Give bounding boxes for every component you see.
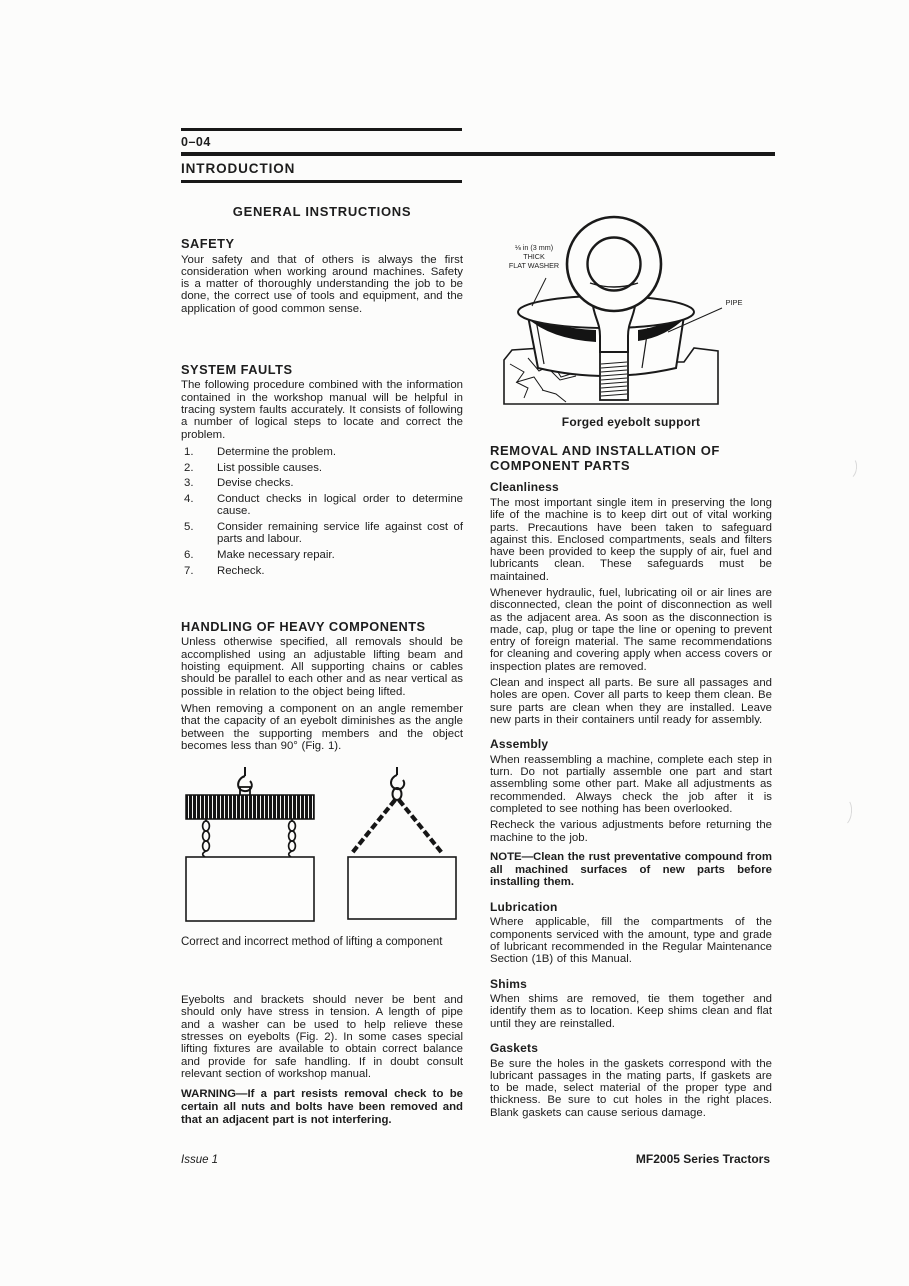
pipe-label: PIPE bbox=[725, 298, 743, 307]
eyebolt-figure-caption: Forged eyebolt support bbox=[561, 415, 701, 429]
general-instructions-heading: GENERAL INSTRUCTIONS bbox=[232, 204, 412, 219]
step-item: Conduct checks in logical order to determine cause. bbox=[217, 493, 463, 518]
warning-paragraph: WARNING—If a part resists removal check to be certain all nuts and bolts have been removed and that an adjacent part is not interfering. bbox=[181, 1088, 463, 1126]
safety-heading: SAFETY bbox=[181, 236, 235, 251]
safety-paragraph: Your safety and that of others is always the first consideration when working around machines. Safety is a matter of thoroughly understanding the job to be done, the correct use of tools and equipment, and the application of good common sense. bbox=[181, 253, 463, 315]
lubrication-heading: Lubrication bbox=[490, 899, 558, 914]
lubrication-paragraph: Where applicable, fill the compartments of the components serviced with the amount, type and grade of lubricant recommended in the Regular Maintenance Section (1B) of this Manual. bbox=[490, 916, 772, 966]
assembly-paragraph-1: When reassembling a machine, complete each step in turn. Do not partially assemble one part and start assembling some other part. Make all adjustments as recommended. Always check the job after it is completed to see nothing has been overlooked. bbox=[490, 753, 772, 815]
lifting-methods-diagram bbox=[181, 767, 463, 927]
lifting-beam bbox=[186, 795, 314, 819]
left-column bbox=[181, 198, 463, 1126]
right-column bbox=[490, 212, 772, 1119]
footer-issue: Issue 1 bbox=[181, 1154, 219, 1166]
page-number: 0–04 bbox=[181, 135, 211, 149]
washer-label-line2: THICK bbox=[523, 252, 545, 261]
footer-model: MF2005 Series Tractors bbox=[635, 1152, 770, 1166]
cleanliness-paragraph-1: The most important single item in preserving the long life of the machine is to keep dirt out of vital working parts. Precautions have been taken to safeguard against this. Enclosed compartments, seals and filters have been provided to keep the supply of air, fuel and lubricants clean. These safeguards must be maintained. bbox=[490, 496, 772, 583]
section-title: INTRODUCTION bbox=[181, 160, 296, 176]
component-box-incorrect bbox=[348, 857, 456, 919]
step-item: Recheck. bbox=[217, 564, 265, 577]
system-faults-intro: The following procedure combined with the information contained in the workshop manual will be helpful in tracing system faults accurately. It consists of following a number of logical steps to locate and correct the problem. bbox=[181, 379, 463, 441]
handling-paragraph-1: Unless otherwise specified, all removals should be accomplished using an adjustable lifting beam and hoisting equipment. All supporting chains or cables should be parallel to each other and as near vertical as possible in relation to the object being lifted. bbox=[181, 636, 463, 698]
eyebolt-ring-inner bbox=[588, 238, 641, 291]
shims-heading: Shims bbox=[490, 976, 528, 991]
cleanliness-heading: Cleanliness bbox=[490, 480, 559, 495]
step-item: Consider remaining service life against cost of parts and labour. bbox=[217, 521, 463, 546]
rule-full-width bbox=[181, 152, 775, 156]
page-header bbox=[181, 128, 775, 183]
assembly-paragraph-2: Recheck the various adjustments before returning the machine to the job. bbox=[490, 819, 772, 844]
component-box-correct bbox=[186, 857, 314, 921]
handling-paragraph-2: When removing a component on an angle remember that the capacity of an eyebolt diminishes as the angle between the supporting members and the object becomes less than 90° (Fig. 1). bbox=[181, 702, 463, 752]
scan-artifact bbox=[842, 456, 859, 480]
handling-heading: HANDLING OF HEAVY COMPONENTS bbox=[181, 618, 426, 634]
lifting-figure-caption: Correct and incorrect method of lifting a component bbox=[181, 936, 443, 949]
step-item: List possible causes. bbox=[217, 461, 323, 474]
washer-label-line3: FLAT WASHER bbox=[508, 261, 560, 270]
system-faults-steps bbox=[181, 446, 463, 577]
rule-top bbox=[181, 128, 462, 131]
eyebolt-support-diagram bbox=[490, 212, 772, 410]
scan-artifact bbox=[835, 797, 854, 827]
gaskets-heading: Gaskets bbox=[490, 1041, 539, 1056]
chain-left-icon bbox=[203, 819, 210, 857]
rule-under-title bbox=[181, 180, 462, 183]
system-faults-heading: SYSTEM FAULTS bbox=[181, 361, 293, 377]
cleanliness-paragraph-3: Clean and inspect all parts. Be sure all passages and holes are open. Cover all parts to keep them clean. Be sure parts are clean when they are installed. Leave new parts in their containers until ready for assembly. bbox=[490, 677, 772, 726]
shims-paragraph: When shims are removed, tie them together and identify them as to location. Keep shims clean and flat until they are reinstalled. bbox=[490, 993, 772, 1030]
eyebolts-paragraph: Eyebolts and brackets should never be bent and should only have stress in tension. A length of pipe and a washer can be used to help relieve these stresses on eyebolts (Fig. 2). In some cases special lifting fixtures are available to obtain correct balance and provide for safe handling. If in doubt consult relevant section of workshop manual. bbox=[181, 994, 463, 1080]
gaskets-paragraph: Be sure the holes in the gaskets correspond with the lubricant passages in the mating parts, If gaskets are to be made, select material of the proper type and thickness. Be sure to cut holes in the right places. Blank gaskets can cause serious damage. bbox=[490, 1057, 772, 1119]
cleanliness-paragraph-2: Whenever hydraulic, fuel, lubricating oil or air lines are disconnected, clean the point of disconnection as well as the adjacent area. As soon as the disconnection is made, cap, plug or tape the line or opening to prevent entry of foreign material. The same recommendations for cleaning and covering apply when access covers or inspection plates are removed. bbox=[490, 586, 772, 673]
assembly-heading: Assembly bbox=[490, 737, 549, 752]
washer-label-line1: ⅛ in (3 mm) bbox=[514, 243, 554, 252]
step-item: Determine the problem. bbox=[217, 445, 337, 458]
removal-heading: REMOVAL AND INSTALLATION OF COMPONENT PARTS bbox=[490, 443, 720, 474]
step-item: Devise checks. bbox=[217, 477, 294, 490]
note-paragraph: NOTE—Clean the rust preventative compound from all machined surfaces of new parts before installing them. bbox=[490, 850, 772, 889]
sling-chain-right bbox=[399, 800, 442, 853]
step-item: Make necessary repair. bbox=[217, 549, 335, 561]
crane-hook-icon bbox=[391, 767, 404, 789]
page-footer bbox=[181, 1152, 770, 1166]
chain-right-icon bbox=[289, 819, 296, 857]
sling-chain-left bbox=[352, 800, 395, 853]
